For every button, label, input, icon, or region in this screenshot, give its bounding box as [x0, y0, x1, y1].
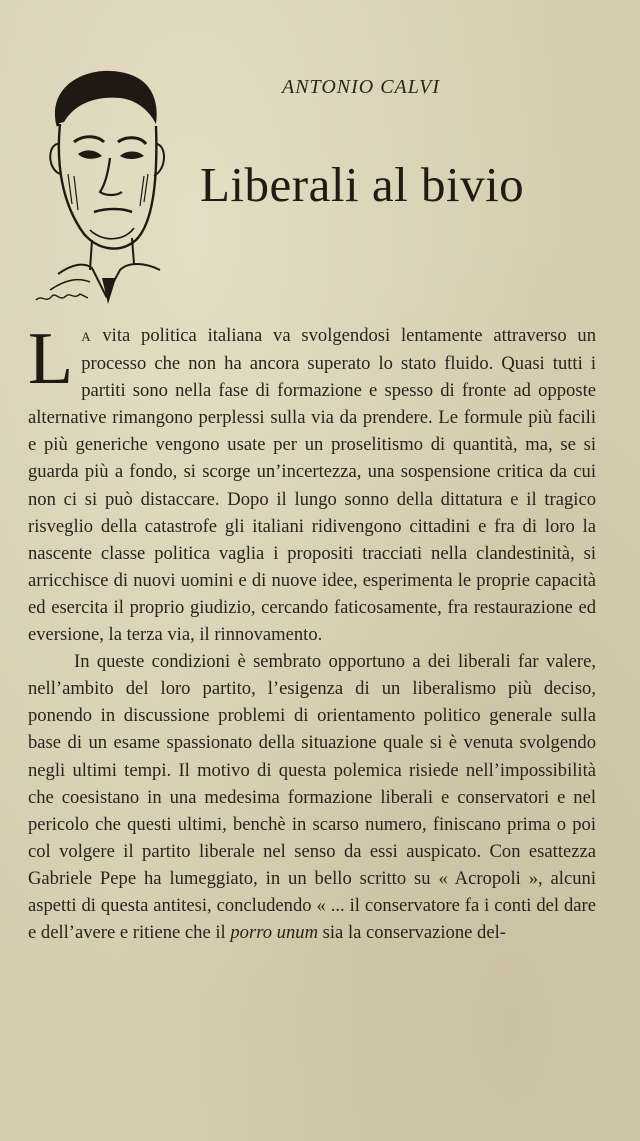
paragraph-2	[28, 648, 596, 946]
paragraph-1-text: vita politica italiana va svolgendosi lentamente attraverso un processo che non ha ancora superato lo stato fluido. Quasi tutti i partiti sono nella fase di formazione e spesso di fronte ad opposte alternative rimangono perplessi sulla via da prendere. Le formule più facili e più generiche vengono usate per un proselitismo di quantità, ma, se si guarda più a fondo, si scorge un’incertezza, una sospensione critica da cui non ci si può distaccare. Dopo il lungo sonno della dittatura e il tragico risveglio della catastrofe gli italiani ridivengono cittadini e fra di loro la nascente classe politica vaglia i propositi tracciati nella clandestinità, si arricchisce di nuovi uomini e di nuove idee, esperimenta le proprie capacità ed esercita il proprio giudizio, cercando faticosamente, fra restaurazione ed eversione, la terza via, il rinnovamento.	[28, 325, 596, 646]
author-name: ANTONIO CALVI	[282, 76, 441, 98]
paragraph-2-italic: porro unum	[230, 922, 318, 944]
drop-cap: L	[28, 318, 74, 400]
article-title: Liberali al bivio	[200, 157, 525, 212]
portrait-sketch-icon	[28, 64, 174, 312]
paragraph-2-text: In queste condizioni è sembrato opportuno a dei liberali far valere, nell’ambito del loro partito, l’esigenza di un liberalismo più deciso, ponendo in discussione problemi di orientamento politico generale sulla base di un esame spassionato della situazione quale si è venuta svolgendo negli ultimi tempi. Il motivo di questa polemica risiede nell’impossibilità che coesistano in una medesima formazione liberali e conservatori e nel pericolo che questi ultimi, benchè in scarso numero, finiscano prima o poi col volgere il partito liberale nel senso da essi auspicato. Con esattezza Gabriele Pepe ha lumeggiato, in un bello scritto su « Acropoli », alcuni aspetti di questa antitesi, concludendo « ... il conservatore fa i conti del dare e dell’avere e ritiene che il	[28, 651, 596, 944]
paragraph-2-end: sia la conservazione del-	[322, 922, 506, 944]
paragraph-1	[28, 318, 596, 648]
first-word-rest: A	[81, 329, 92, 344]
article-body	[28, 318, 596, 946]
